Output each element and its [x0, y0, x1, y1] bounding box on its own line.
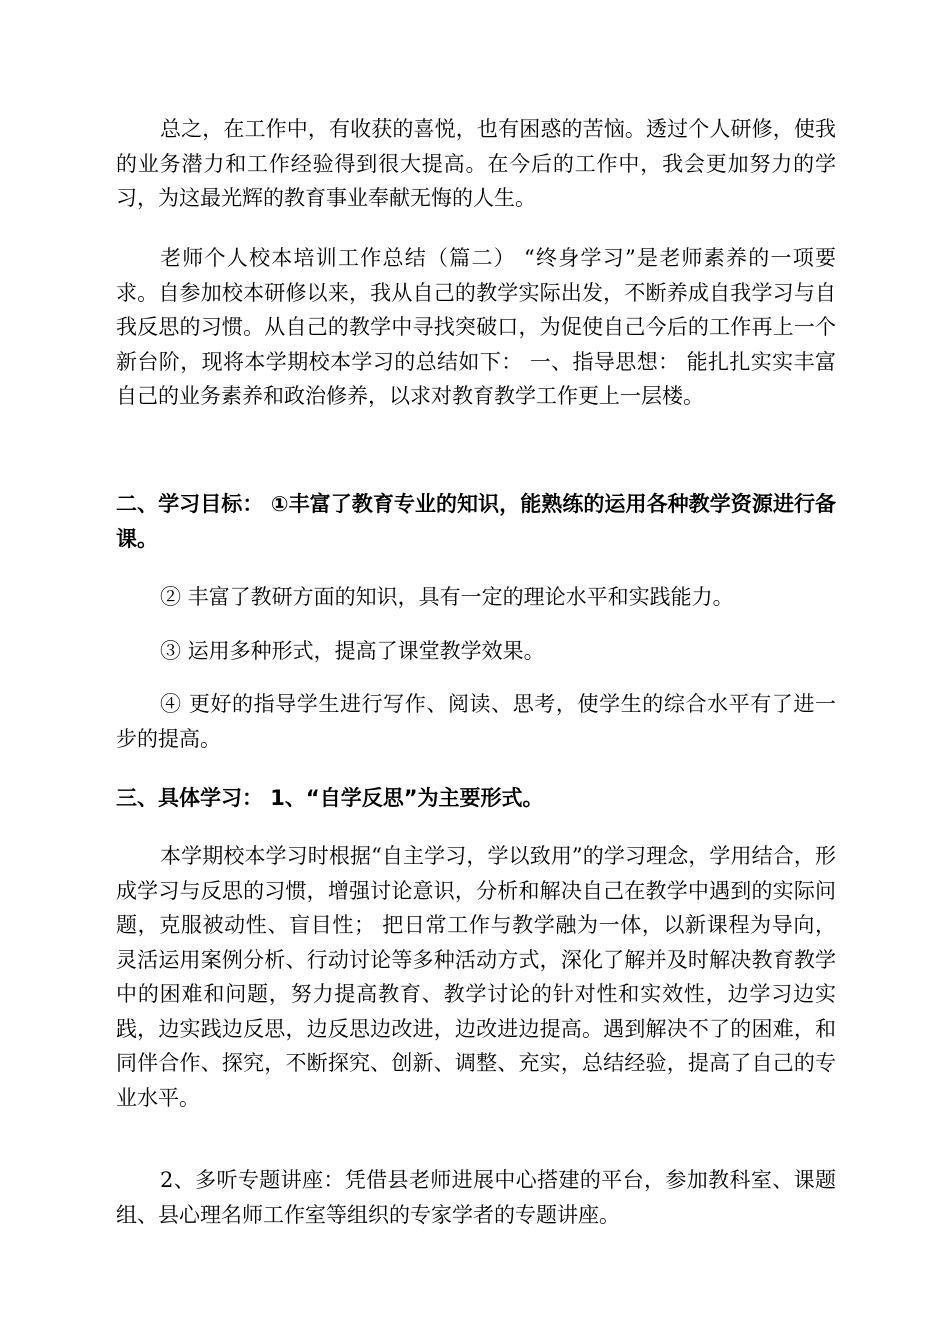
list-item-goal-2: ② 丰富了教研方面的知识，具有一定的理论水平和实践能力。 [160, 585, 734, 609]
list-item-goal-3: ③ 运用多种形式，提高了课堂教学效果。 [160, 639, 545, 663]
paragraph-lectures: 2、多听专题讲座：凭借县老师进展中心搭建的平台，参加教科室、课题组、县心理名师工作室等组织的专家学者的专题讲座。 [116, 1168, 836, 1227]
paragraph-summary: 总之，在工作中，有收获的喜悦，也有困惑的苦恼。透过个人研修，使我的业务潜力和工作经验得到很大提高。在今后的工作中，我会更加努力的学习，为这最光辉的教育事业奉献无悔的人生。 [116, 117, 836, 210]
heading-learning-goals: 二、学习目标： ①丰富了教育专业的知识，能熟练的运用各种教学资源进行备课。 [116, 492, 836, 551]
list-item-goal-4: ④ 更好的指导学生进行写作、阅读、思考，使学生的综合水平有了进一步的提高。 [116, 692, 836, 751]
paragraph-self-study: 本学期校本学习时根据“自主学习，学以致用”的学习理念，学用结合，形成学习与反思的习惯，增强讨论意识，分析和解决自己在教学中遇到的实际问题，克服被动性、盲目性； 把日常工作与教学融为一体，以新课程为导向，灵活运用案例分析、行动讨论等多种活动方式，深化了解并及时解决教育教学中的困难和问题，努力提高教育、教学讨论的针对性和实效性，边学习边实践，边实践边反思，边反思边改进，边改进边提高。遇到解决不了的困难，和同伴合作、探究，不断探究、创新、调整、充实，总结经验，提高了自己的专业水平。 [116, 844, 836, 1110]
heading-specific-learning: 三、具体学习： 1、“自学反思”为主要形式。 [116, 786, 544, 810]
paragraph-article-two-intro: 老师个人校本培训工作总结（篇二） “终身学习”是老师素养的一项要求。自参加校本研修以来，我从自己的教学实际出发，不断养成自我学习与自我反思的习惯。从自己的教学中寻找突破口，为促使自己今后的工作再上一个新台阶，现将本学期校本学习的总结如下： 一、指导思想： 能扎扎实实丰富自己的业务素养和政治修养，以求对教育教学工作更上一层楼。 [116, 246, 836, 408]
